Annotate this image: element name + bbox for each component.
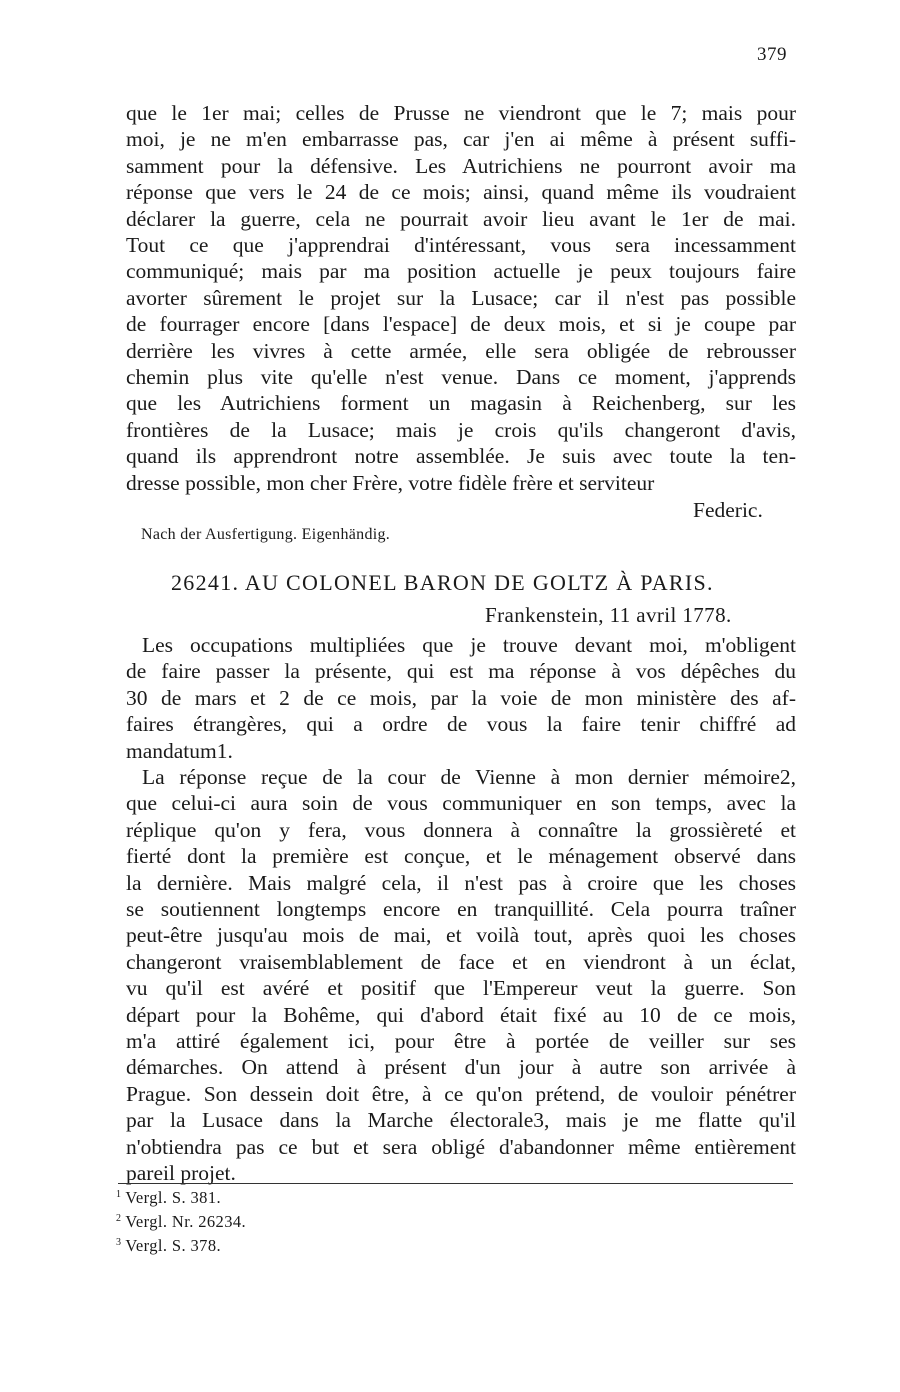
- text-line: La réponse reçue de la cour de Vienne à mon dernier mémoire2,: [142, 765, 796, 789]
- text-line: 30 de mars et 2 de ce mois, par la voie de mon ministère des af-: [126, 685, 796, 710]
- text-line: peut-être jusqu'au mois de mai, et voilà tout, après quoi les choses: [126, 923, 796, 948]
- footnote: [116, 1188, 221, 1208]
- text-line: la dernière. Mais malgré cela, il n'est pas à croire que les choses: [126, 870, 796, 895]
- text-line: fierté dont la première est conçue, et le ménagement observé dans: [126, 844, 796, 869]
- text-line: samment pour la défensive. Les Autrichiens ne pourront avoir ma: [126, 153, 796, 178]
- text-line: faires étrangères, qui a ordre de vous la faire tenir chiffré ad: [126, 712, 796, 737]
- text-line: Tout ce que j'apprendrai d'intéressant, vous sera incessamment: [126, 233, 796, 257]
- text-line: de faire passer la présente, qui est ma réponse à vos dépêches du: [126, 659, 796, 684]
- signature: Federic.: [693, 498, 763, 522]
- text-line: de fourrager encore [dans l'espace] de deux mois, et si je coupe par: [126, 312, 796, 337]
- text-line: Les occupations multipliées que je trouve devant moi, m'obligent: [142, 633, 796, 657]
- text-line: par la Lusace dans la Marche électorale3, mais je me flatte qu'il: [126, 1108, 796, 1133]
- text-line: derrière les vivres à cette armée, elle sera obligée de rebrousser: [126, 338, 796, 363]
- text-line: que le 1er mai; celles de Prusse ne viendront que le 7; mais pour: [126, 101, 796, 125]
- text-line: Prague. Son dessein doit être, à ce qu'on prétend, de vouloir pénétrer: [126, 1081, 796, 1106]
- source-note: Nach der Ausfertigung. Eigenhändig.: [141, 526, 391, 543]
- footnote: [116, 1236, 221, 1256]
- text-line: n'obtiendra pas ce but et sera obligé d'abandonner même entièrement: [126, 1134, 796, 1159]
- footnote-marker: 1: [116, 1188, 122, 1200]
- text-line: communiqué; mais par ma position actuelle je peux toujours faire: [126, 259, 796, 284]
- footnote-text: Vergl. S. 381.: [125, 1188, 221, 1207]
- letter-heading: 26241. AU COLONEL BARON DE GOLTZ À PARIS.: [171, 570, 714, 595]
- text-line: chemin plus vite qu'elle n'est venue. Dans ce moment, j'apprends: [126, 365, 796, 389]
- text-line: départ pour la Bohême, qui d'abord était fixé au 10 de ce mois,: [126, 1002, 796, 1027]
- text-line: avorter sûrement le projet sur la Lusace; car il n'est pas possible: [126, 285, 796, 310]
- dateline: Frankenstein, 11 avril 1778.: [485, 603, 732, 627]
- footnote-marker: 2: [116, 1212, 122, 1224]
- footnote-text: Vergl. S. 378.: [125, 1236, 221, 1255]
- text-line: mandatum1.: [126, 738, 233, 763]
- text-line: que celui-ci aura soin de vous communiquer en son temps, avec la: [126, 791, 796, 816]
- text-line: dresse possible, mon cher Frère, votre fidèle frère et serviteur: [126, 470, 655, 495]
- footnote: [116, 1212, 246, 1232]
- text-line: se soutiennent longtemps encore en tranquillité. Cela pourra traîner: [126, 897, 796, 921]
- text-line: quand ils apprendront notre assemblée. Je suis avec toute la ten-: [126, 444, 796, 469]
- text-line: frontières de la Lusace; mais je crois qu'ils changeront d'avis,: [126, 417, 796, 442]
- footnote-marker: 3: [116, 1236, 122, 1248]
- footnote-rule: [118, 1183, 793, 1184]
- footnote-text: Vergl. Nr. 26234.: [125, 1212, 247, 1231]
- text-line: réponse que vers le 24 de ce mois; ainsi, quand même ils voudraient: [126, 180, 796, 205]
- text-line: m'a attiré également ici, pour être à portée de veiller sur ses: [126, 1029, 796, 1053]
- text-line: moi, je ne m'en embarrasse pas, car j'en ai même à présent suffi-: [126, 127, 796, 152]
- text-line: pareil projet.: [126, 1161, 236, 1185]
- text-line: démarches. On attend à présent d'un jour à autre son arrivée à: [126, 1055, 796, 1080]
- text-line: vu qu'il est avéré et positif que l'Empereur veut la guerre. Son: [126, 976, 796, 1001]
- text-line: que les Autrichiens forment un magasin à Reichenberg, sur les: [126, 391, 796, 416]
- page-number: 379: [757, 44, 787, 65]
- text-line: réplique qu'on y fera, vous donnera à connaître la grossièreté et: [126, 817, 796, 842]
- text-line: changeront vraisemblablement de face et en viendront à un éclat,: [126, 949, 796, 974]
- text-line: déclarer la guerre, cela ne pourrait avoir lieu avant le 1er de mai.: [126, 206, 796, 231]
